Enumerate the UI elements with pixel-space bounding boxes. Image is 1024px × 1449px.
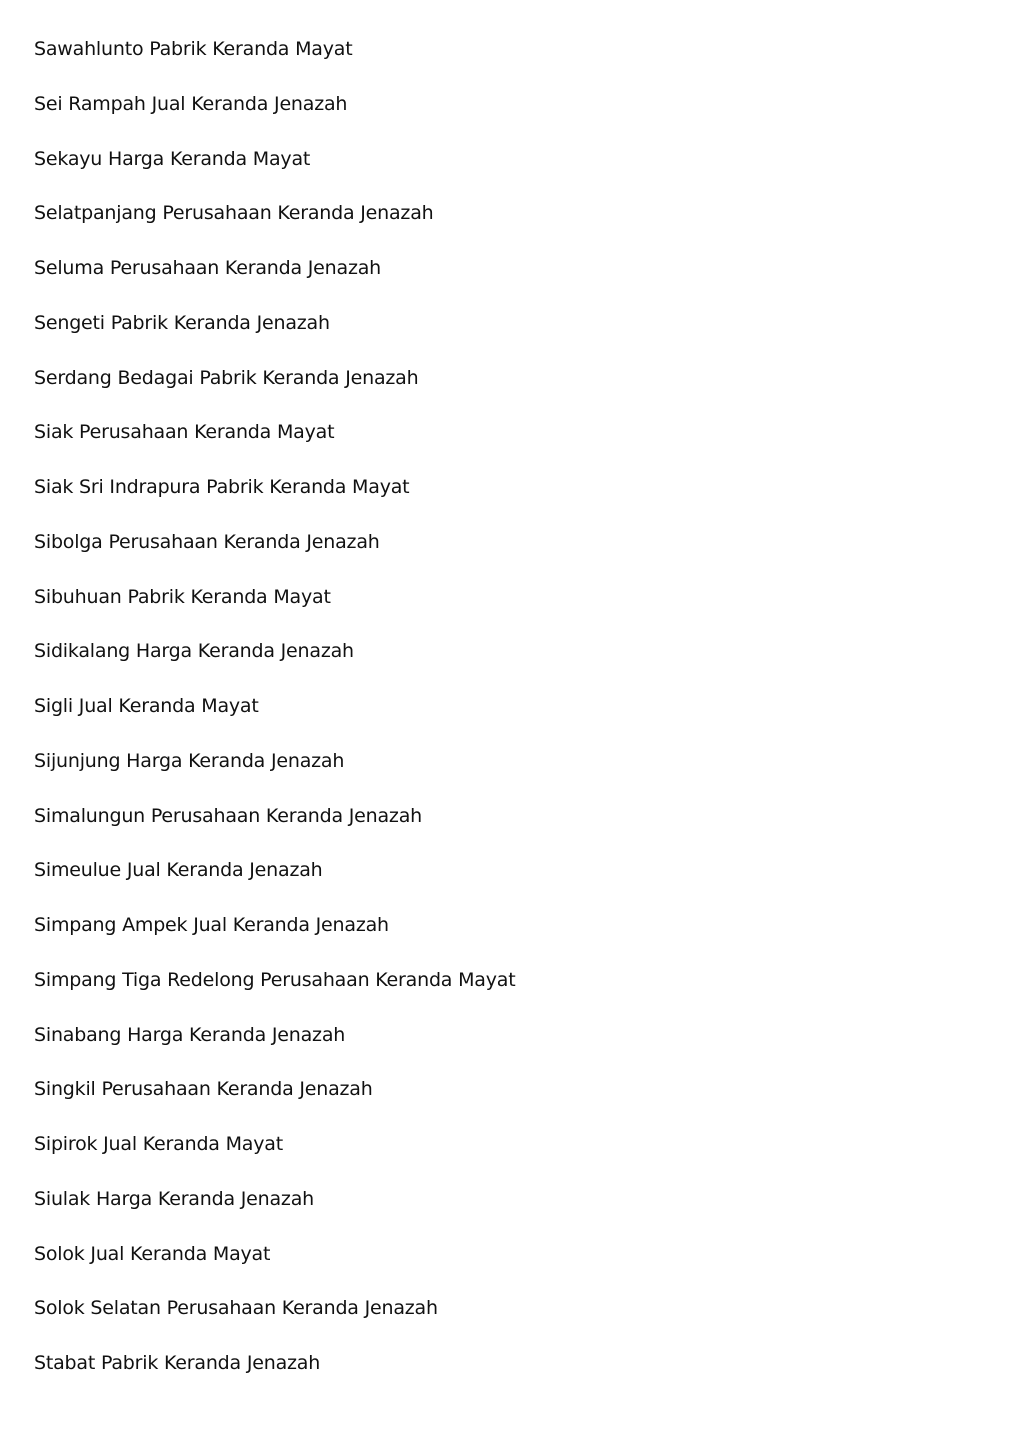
text-line: Sekayu Harga Keranda Mayat	[34, 147, 311, 170]
text-line-list	[34, 36, 515, 1405]
text-line: Sei Rampah Jual Keranda Jenazah	[34, 92, 348, 115]
text-line: Siak Sri Indrapura Pabrik Keranda Mayat	[34, 476, 410, 498]
text-line: Serdang Bedagai Pabrik Keranda Jenazah	[34, 366, 419, 389]
text-line: Solok Jual Keranda Mayat	[34, 1242, 271, 1265]
text-line: Selatpanjang Perusahaan Keranda Jenazah	[34, 202, 434, 225]
text-line: Sengeti Pabrik Keranda Jenazah	[34, 311, 330, 334]
text-line: Sijunjung Harga Keranda Jenazah	[34, 749, 345, 772]
text-line: Sibolga Perusahaan Keranda Jenazah	[34, 530, 380, 553]
text-line: Simpang Tiga Redelong Perusahaan Keranda Mayat	[34, 968, 516, 991]
text-line: Sidikalang Harga Keranda Jenazah	[34, 640, 354, 663]
text-line: Simpang Ampek Jual Keranda Jenazah	[34, 914, 389, 936]
text-line: Sibuhuan Pabrik Keranda Mayat	[34, 585, 331, 608]
text-line: Sawahlunto Pabrik Keranda Mayat	[34, 38, 353, 60]
text-line: Sigli Jual Keranda Mayat	[34, 695, 259, 717]
text-line: Simalungun Perusahaan Keranda Jenazah	[34, 804, 422, 827]
text-line: Sinabang Harga Keranda Jenazah	[34, 1023, 346, 1046]
text-line: Siulak Harga Keranda Jenazah	[34, 1187, 314, 1210]
text-line: Simeulue Jual Keranda Jenazah	[34, 859, 323, 882]
text-line: Singkil Perusahaan Keranda Jenazah	[34, 1078, 373, 1101]
text-line: Sipirok Jual Keranda Mayat	[34, 1133, 283, 1155]
text-line: Stabat Pabrik Keranda Jenazah	[34, 1352, 321, 1374]
text-line: Siak Perusahaan Keranda Mayat	[34, 421, 335, 444]
text-line: Solok Selatan Perusahaan Keranda Jenazah	[34, 1297, 438, 1320]
text-line: Seluma Perusahaan Keranda Jenazah	[34, 257, 382, 279]
